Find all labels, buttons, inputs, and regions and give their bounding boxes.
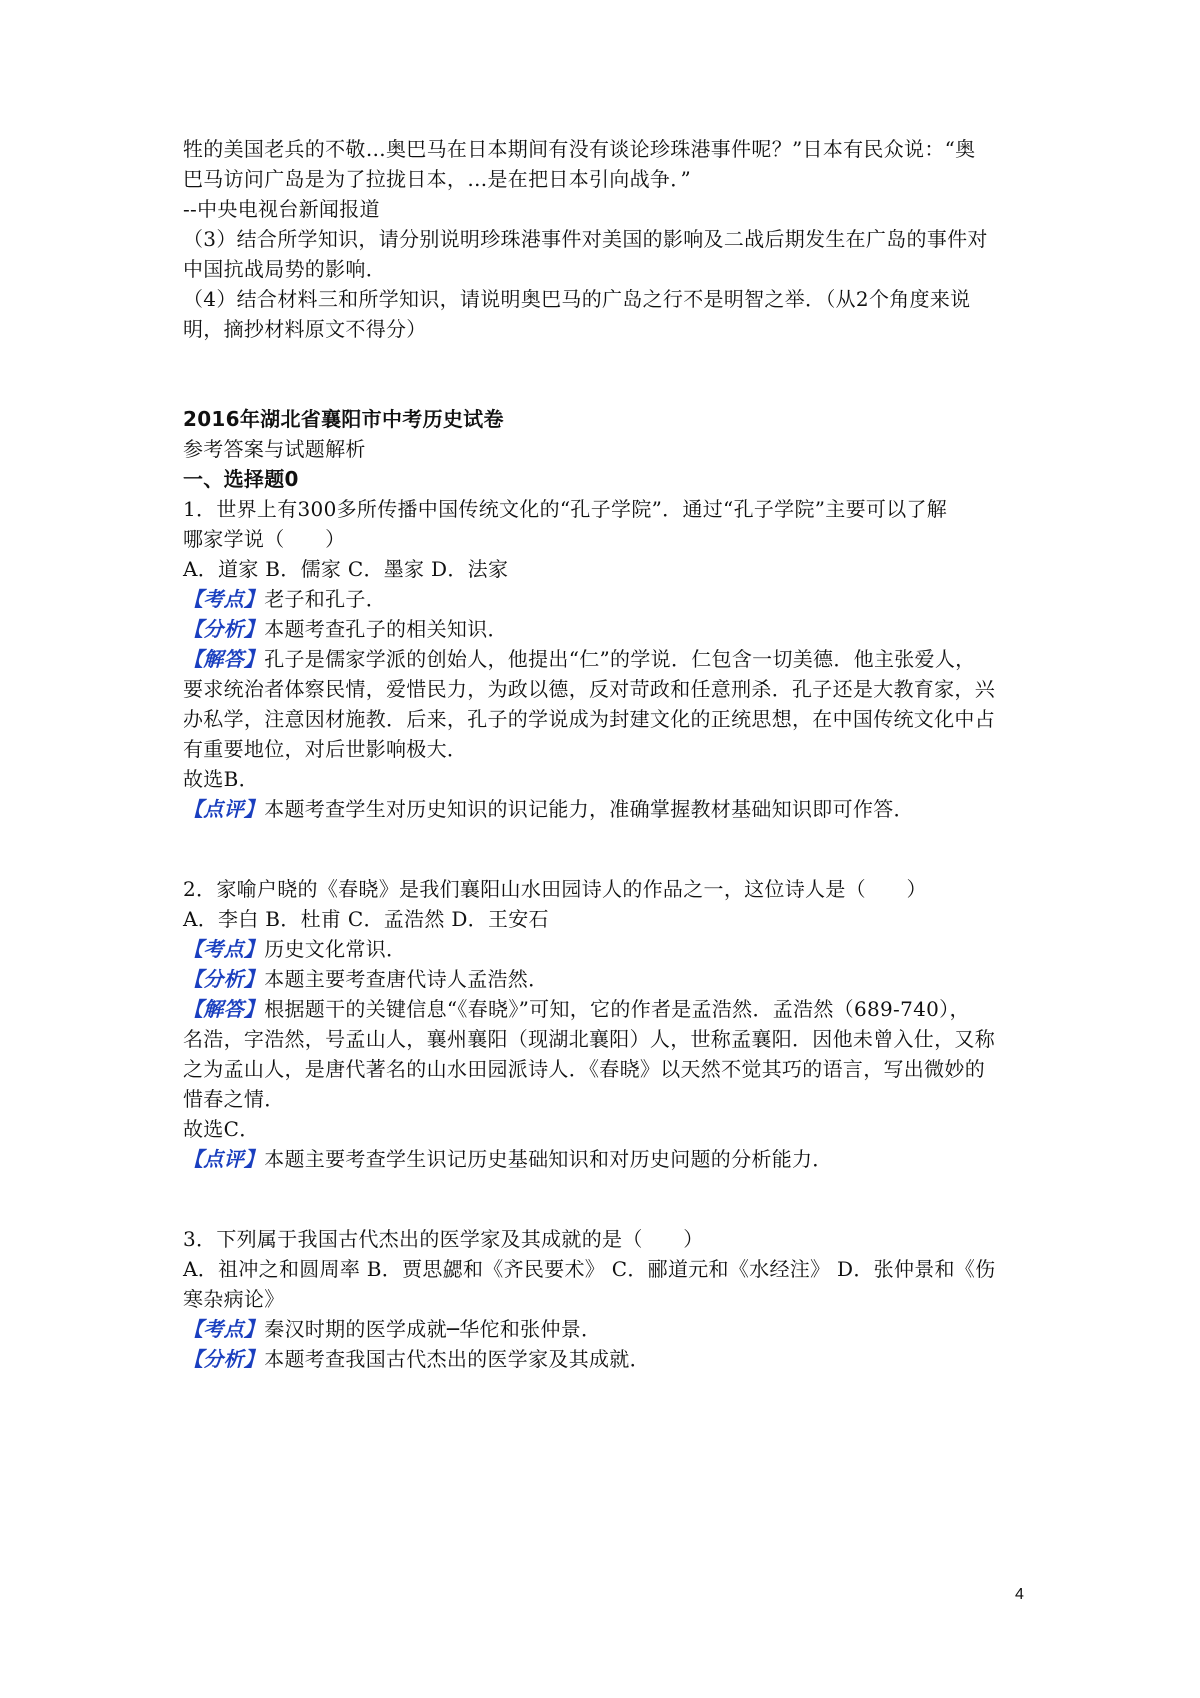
jieda-text: 要求统治者体察民情，爱惜民力，为政以德，反对苛政和任意刑杀．孔子还是大教育家，兴 [183,677,995,701]
subquestion-4: （4）结合材料三和所学知识，请说明奥巴马的广岛之行不是明智之举．（从2个角度来说 [183,287,971,311]
kaodian-text: 历史文化常识． [264,937,407,961]
dianping-tag: 【点评】 [183,797,265,821]
dianping-text: 本题主要考查学生识记历史基础知识和对历史问题的分析能力． [264,1147,833,1171]
kaodian-text: 老子和孔子． [264,587,387,611]
question-1-choice: 故选B． [183,767,259,791]
question-1-kaodian [183,584,1043,614]
fenxi-text: 本题考查我国古代杰出的医学家及其成就． [264,1347,650,1371]
page-number: 4 [1015,1586,1024,1603]
answer-title: 2016年湖北省襄阳市中考历史试卷 [183,407,504,431]
question-1-stem-cont: 哪家学说（ ） [183,527,346,551]
kaodian-tag: 【考点】 [183,1317,265,1341]
answer-subtitle: 参考答案与试题解析 [183,437,366,461]
jieda-text: 办私学，注意因材施教．后来，孔子的学说成为封建文化的正统思想，在中国传统文化中占 [183,707,995,731]
question-2-jieda [183,994,1043,1024]
question-1-stem: 1．世界上有300多所传播中国传统文化的“孔子学院”．通过“孔子学院”主要可以了解 [183,497,948,521]
jieda-text: 有重要地位，对后世影响极大． [183,737,468,761]
question-3-stem: 3．下列属于我国古代杰出的医学家及其成就的是（ ） [183,1227,704,1251]
question-2-options: A．李白 B．杜甫 C．孟浩然 D．王安石 [183,907,549,931]
fenxi-tag: 【分析】 [183,1347,265,1371]
fenxi-text: 本题主要考查唐代诗人孟浩然． [264,967,549,991]
question-3-options: A．祖冲之和圆周率 B．贾思勰和《齐民要术》 C．郦道元和《水经注》 D．张仲景和《伤 [183,1257,996,1281]
section-heading: 一、选择题0 [183,467,299,491]
question-1-jieda [183,644,1043,674]
dianping-text: 本题考查学生对历史知识的识记能力，准确掌握教材基础知识即可作答． [264,797,914,821]
subquestion-3-cont: 中国抗战局势的影响． [183,257,386,281]
question-2-dianping [183,1144,1043,1174]
question-3-fenxi [183,1344,1043,1374]
jieda-text: 之为孟山人，是唐代著名的山水田园派诗人．《春晓》以天然不觉其巧的语言，写出微妙的 [183,1057,985,1081]
dianping-tag: 【点评】 [183,1147,265,1171]
jieda-text: 孔子是儒家学派的创始人，他提出“仁”的学说．仁包含一切美德．他主张爱人， [264,647,976,671]
material-line: 巴马访问广岛是为了拉拢日本，…是在把日本引向战争．” [183,167,692,191]
jieda-text: 名浩，字浩然，号孟山人，襄州襄阳（现湖北襄阳）人，世称孟襄阳．因他未曾入仕，又称 [183,1027,995,1051]
question-2-kaodian [183,934,1043,964]
question-2-choice: 故选C． [183,1117,260,1141]
fenxi-tag: 【分析】 [183,617,265,641]
subquestion-4-cont: 明，摘抄材料原文不得分） [183,317,427,341]
material-source: --中央电视台新闻报道 [183,197,380,221]
kaodian-tag: 【考点】 [183,937,265,961]
kaodian-tag: 【考点】 [183,587,265,611]
jieda-text: 根据题干的关键信息“《春晓》”可知，它的作者是孟浩然．孟浩然（689-740）， [264,997,970,1021]
question-1-fenxi [183,614,1043,644]
jieda-tag: 【解答】 [183,647,265,671]
material-line: 牲的美国老兵的不敬…奥巴马在日本期间有没有谈论珍珠港事件呢？”日本有民众说：“奥 [183,137,976,161]
fenxi-tag: 【分析】 [183,967,265,991]
question-3-options-cont: 寒杂病论》 [183,1287,285,1311]
question-1-options: A．道家 B．儒家 C．墨家 D．法家 [183,557,509,581]
question-2-stem: 2．家喻户晓的《春晓》是我们襄阳山水田园诗人的作品之一，这位诗人是（ ） [183,877,927,901]
question-1-dianping [183,794,1043,824]
subquestion-3: （3）结合所学知识，请分别说明珍珠港事件对美国的影响及二战后期发生在广岛的事件对 [183,227,988,251]
kaodian-text: 秦汉时期的医学成就─华佗和张仲景． [264,1317,602,1341]
fenxi-text: 本题考查孔子的相关知识． [264,617,508,641]
question-3-kaodian [183,1314,1043,1344]
jieda-text: 惜春之情． [183,1087,285,1111]
question-2-fenxi [183,964,1043,994]
jieda-tag: 【解答】 [183,997,265,1021]
